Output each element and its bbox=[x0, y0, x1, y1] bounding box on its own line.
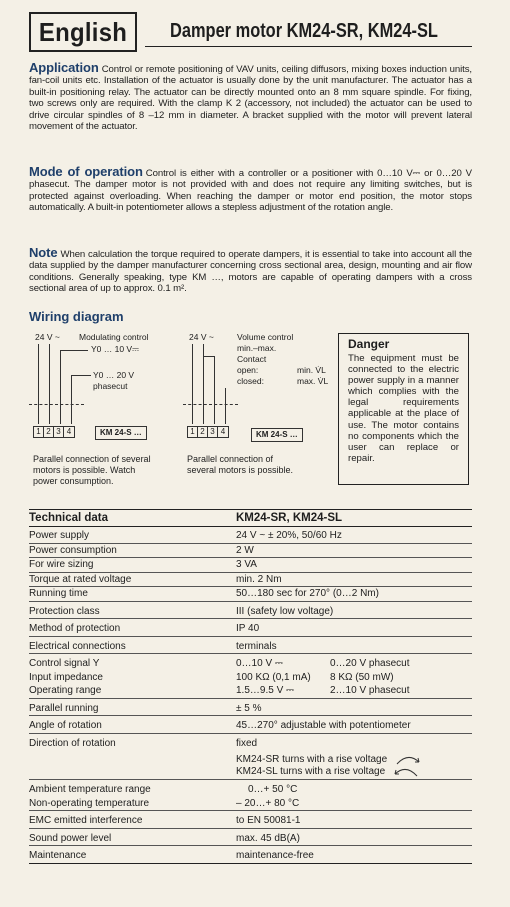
row-value: fixed bbox=[236, 737, 258, 749]
row-value: – 20…+ 80 °C bbox=[236, 797, 300, 809]
terminal-4: 4 bbox=[66, 427, 72, 436]
danger-heading: Danger bbox=[348, 337, 390, 351]
technical-data-table bbox=[29, 529, 472, 864]
row-label: Direction of rotation bbox=[29, 737, 116, 749]
row-value: 2 W bbox=[236, 544, 254, 556]
row-value: KM24-SR turns with a rise voltage bbox=[236, 754, 388, 766]
contact-label: Contact bbox=[237, 354, 267, 364]
row-label: Electrical connections bbox=[29, 640, 126, 652]
signal-y1-label: Y0 … 10 V⎓ bbox=[91, 344, 139, 354]
row-label: Parallel running bbox=[29, 702, 99, 714]
terminal-2: 2 bbox=[198, 427, 208, 437]
row-label: Maintenance bbox=[29, 850, 87, 861]
wiring-diagram-title: Wiring diagram bbox=[29, 309, 124, 324]
supply-label: 24 V ~ bbox=[35, 332, 60, 342]
wire bbox=[225, 388, 226, 424]
row-value: 50…180 sec for 270° (0…2 Nm) bbox=[236, 588, 379, 599]
wire bbox=[29, 404, 84, 405]
rotation-sr bbox=[236, 754, 472, 766]
note-paragraph bbox=[29, 247, 472, 295]
technical-data-heading: Technical data bbox=[29, 512, 109, 524]
row-label: Ambient temperature range bbox=[29, 784, 151, 795]
table-row bbox=[29, 622, 472, 637]
wire bbox=[203, 356, 214, 357]
signal-y2-phasecut: phasecut bbox=[93, 381, 128, 391]
language-label-box bbox=[29, 12, 137, 52]
row-label: For wire sizing bbox=[29, 559, 94, 570]
row-value: 3 VA bbox=[236, 559, 257, 570]
wire bbox=[49, 344, 50, 424]
row-label: Running time bbox=[29, 588, 88, 599]
table-row bbox=[29, 753, 472, 780]
terminal-1: 1 bbox=[34, 427, 44, 437]
row-label: Method of protection bbox=[29, 623, 121, 634]
table-row bbox=[29, 737, 472, 751]
open-label: open: bbox=[237, 365, 259, 375]
wiring-diagram-modulating bbox=[33, 330, 183, 490]
row-value: maintenance-free bbox=[236, 850, 314, 861]
caption-line-2: motors is possible. Watch bbox=[33, 465, 136, 475]
title-rule bbox=[145, 46, 472, 47]
device-box: KM 24-S … bbox=[95, 426, 147, 440]
row-value-alt: 8 KΩ (50 mW) bbox=[330, 671, 394, 683]
row-label: Torque at rated voltage bbox=[29, 573, 132, 585]
table-row bbox=[29, 558, 472, 573]
mode-paragraph bbox=[29, 166, 472, 214]
document-title: Damper motor KM24-SR, KM24-SL bbox=[170, 20, 438, 42]
table-row bbox=[29, 797, 472, 812]
caption-line-2: several motors is possible. bbox=[187, 465, 294, 475]
max-flow-label: max. V̇L bbox=[297, 376, 329, 386]
table-row bbox=[29, 587, 472, 602]
row-label: Power supply bbox=[29, 530, 90, 541]
row-value: III (safety low voltage) bbox=[236, 605, 334, 617]
table-row bbox=[29, 849, 472, 864]
row-label: Input impedance bbox=[29, 671, 103, 683]
counterclockwise-rotation-icon bbox=[391, 766, 421, 778]
row-value: 24 V ~ ± 20%, 50/60 Hz bbox=[236, 530, 342, 541]
table-row bbox=[29, 684, 472, 699]
table-row bbox=[29, 529, 472, 544]
row-value: 45…270° adjustable with potentiometer bbox=[236, 720, 411, 731]
caption-line-1: Parallel connection of several bbox=[33, 454, 151, 464]
terminal-1: 1 bbox=[188, 427, 198, 437]
min-flow-label: min. V̇L bbox=[297, 365, 326, 375]
table-row bbox=[29, 702, 472, 717]
wire bbox=[71, 375, 72, 424]
table-row bbox=[29, 657, 472, 671]
terminal-2: 2 bbox=[44, 427, 54, 437]
wire bbox=[214, 356, 215, 424]
device-box: KM 24-S … bbox=[251, 428, 303, 442]
row-value: to EN 50081-1 bbox=[236, 815, 301, 826]
terminal-3: 3 bbox=[208, 427, 218, 437]
mode-label: Modulating control bbox=[79, 332, 149, 342]
range-label: min.–max. bbox=[237, 343, 277, 353]
mode-label: Volume control bbox=[237, 332, 294, 342]
danger-box bbox=[338, 333, 469, 485]
rotation-sl bbox=[236, 766, 472, 778]
wire bbox=[71, 375, 91, 376]
application-heading: Application bbox=[29, 60, 99, 75]
row-value: 0…+ 50 °C bbox=[248, 784, 298, 795]
row-label: Protection class bbox=[29, 605, 100, 617]
closed-label: closed: bbox=[237, 376, 264, 386]
mode-text: Control is either with a controller or a positioner with 0…10 V⎓ or 0…20 V phasecut. The damper motor is not provided with and does not require any limiting switches, but is protected against overloading. When reaching the damper or motor end position, the motor stops automatically. A built-in potentiometer allows a stepless adjustment of the rotation angle. bbox=[29, 168, 472, 214]
terminal-block bbox=[187, 426, 229, 438]
row-value: IP 40 bbox=[236, 623, 260, 634]
row-value: 100 KΩ (0,1 mA) bbox=[236, 671, 311, 683]
mode-heading: Mode of operation bbox=[29, 164, 143, 179]
signal-y2-label: Y0 … 20 V bbox=[93, 370, 135, 380]
row-label: Power consumption bbox=[29, 544, 117, 556]
table-row bbox=[29, 832, 472, 847]
caption-line-3: power consumption. bbox=[33, 476, 114, 486]
wire bbox=[38, 344, 39, 424]
wiring-diagram-volume bbox=[187, 330, 337, 490]
application-paragraph bbox=[29, 62, 472, 132]
row-value: terminals bbox=[236, 640, 277, 652]
wire bbox=[60, 350, 61, 424]
row-label: Angle of rotation bbox=[29, 720, 102, 731]
row-value: 1.5…9.5 V ⎓ bbox=[236, 685, 295, 696]
table-row bbox=[29, 573, 472, 588]
row-value: ± 5 % bbox=[236, 702, 262, 714]
table-row bbox=[29, 605, 472, 620]
table-row bbox=[29, 783, 472, 797]
clockwise-rotation-icon bbox=[393, 754, 423, 766]
row-value: KM24-SL turns with a rise voltage bbox=[236, 766, 386, 778]
row-label: EMC emitted interference bbox=[29, 815, 143, 826]
technical-data-model: KM24-SR, KM24-SL bbox=[236, 512, 343, 524]
supply-label: 24 V ~ bbox=[189, 332, 214, 342]
row-label: Non-operating temperature bbox=[29, 797, 150, 809]
table-row bbox=[29, 814, 472, 829]
row-value: max. 45 dB(A) bbox=[236, 832, 300, 844]
row-value: min. 2 Nm bbox=[236, 573, 282, 585]
danger-text: The equipment must be connected to the electric power supply in a manner which complies with the legal requirements applicable at the place of use. The motor contains no components which the user can replace or repair. bbox=[348, 353, 459, 464]
row-label: Control signal Y bbox=[29, 658, 100, 669]
row-value-alt: 2…10 V phasecut bbox=[330, 685, 410, 696]
wire bbox=[192, 344, 193, 424]
table-row bbox=[29, 544, 472, 559]
table-row bbox=[29, 640, 472, 655]
table-row bbox=[29, 719, 472, 734]
row-label: Sound power level bbox=[29, 832, 112, 844]
row-value-alt: 0…20 V phasecut bbox=[330, 658, 410, 669]
row-label: Operating range bbox=[29, 685, 102, 696]
caption-line-1: Parallel connection of bbox=[187, 454, 274, 464]
row-value: 0…10 V ⎓ bbox=[236, 658, 283, 669]
technical-data-header bbox=[29, 509, 472, 527]
terminal-block bbox=[33, 426, 75, 438]
note-text: When calculation the torque required to operate dampers, it is essential to take into account all the data supplied by the damper manufacturer concerning cross sectional area, design, mounting and air flow conditions. Generally speaking, type KM …, motors are capable of operating dampers with a cross sectional area of up to approx. 0.1 m². bbox=[29, 249, 472, 295]
wire bbox=[60, 350, 88, 351]
application-text: Control or remote positioning of VAV units, ceiling diffusors, mixing boxes induction units, fan-coil units etc. Installation of the actuator is usually done by the unit manufacturer. The actuator has a built-in positioning relay. The actuator can be directly mounted onto an 8 mm square spindle. For fixing, two screws only are required. With the clamp K 2 (accessory, not included) the actuator can be used to drive circular spindles of 8 –12 mm in diameter. A bracket supplied with the motor will prevent lateral movement of the actuator. bbox=[29, 64, 472, 133]
wire bbox=[183, 404, 238, 405]
language-label: English bbox=[38, 16, 128, 47]
note-heading: Note bbox=[29, 245, 58, 260]
terminal-3: 3 bbox=[54, 427, 64, 437]
table-row bbox=[29, 671, 472, 685]
terminal-4: 4 bbox=[220, 427, 226, 436]
